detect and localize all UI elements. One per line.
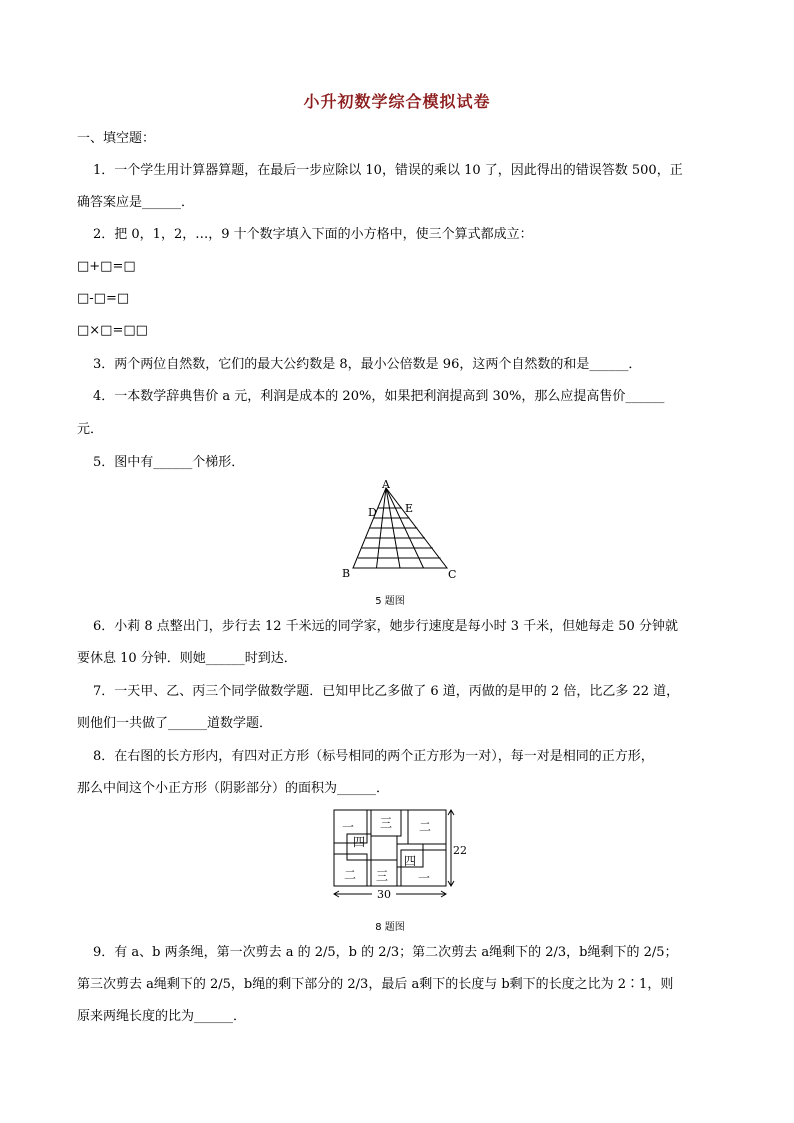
square-label: 三	[376, 869, 389, 883]
question-8-line-2: 那么中间这个小正方形（阴影部分）的面积为______．	[77, 781, 390, 796]
question-6-line-2: 要休息 10 分钟．则她______时到达．	[77, 651, 297, 666]
square-label: 一	[418, 871, 431, 885]
label-e: E	[405, 502, 414, 515]
question-9-line-3: 原来两绳长度的比为______．	[77, 1009, 247, 1024]
question-6-line-1: 6．小莉 8 点整出门，步行去 12 千米远的同学家，她步行速度是每小时 3 千米，但她每走 50 分钟就	[93, 619, 678, 634]
figure-5-caption: 5 题图	[375, 596, 405, 607]
square-label: 一	[342, 820, 355, 834]
label-a: A	[382, 478, 390, 491]
height-label: 22	[453, 844, 467, 857]
square-label: 二	[419, 820, 432, 834]
question-2-equation-3: □×□=□□	[77, 323, 148, 338]
square-label: 四	[404, 854, 417, 868]
square-label: 三	[380, 816, 393, 830]
question-3: 3．两个两位自然数，它们的最大公约数是 8，最小公倍数是 96，这两个自然数的和是______．	[93, 357, 642, 372]
label-b: B	[342, 567, 351, 580]
figure-8-caption: 8 题图	[375, 922, 405, 933]
label-d: D	[368, 506, 377, 519]
question-4-line-2: 元．	[77, 422, 104, 437]
width-label: 30	[377, 888, 391, 901]
question-5: 5．图中有______个梯形．	[93, 455, 245, 470]
label-c: C	[448, 568, 457, 581]
square-label: 二	[344, 868, 357, 882]
question-7-line-1: 7．一天甲、乙、丙三个同学做数学题．已知甲比乙多做了 6 道，丙做的是甲的 2 倍，比乙多 22 道，	[93, 684, 680, 699]
question-9-line-1: 9．有 a、b 两条绳，第一次剪去 a 的 2/5，b 的 2/3；第二次剪去 a绳剩下的 2/3，b绳剩下的 2/5；	[93, 945, 678, 960]
question-9-line-2: 第三次剪去 a绳剩下的 2/5，b绳的剩下部分的 2/3，最后 a剩下的长度与 b剩下的长度之比为 2∶1，则	[77, 977, 674, 992]
figure-5-triangle	[335, 478, 465, 582]
question-7-line-2: 则他们一共做了______道数学题．	[77, 716, 273, 731]
question-8-line-1: 8．在右图的长方形内，有四对正方形（标号相同的两个正方形为一对），每一对是相同的正方形，	[93, 749, 654, 764]
question-4-line-1: 4．一本数学辞典售价 a 元，利润是成本的 20%，如果把利润提高到 30%，那么应提高售价______	[93, 389, 665, 404]
square-label: 四	[353, 835, 366, 849]
section-heading: 一、填空题：	[77, 131, 156, 146]
question-2-intro: 2．把 0，1，2，…，9 十个数字填入下面的小方格中，使三个算式都成立：	[93, 227, 533, 242]
question-1-line-1: 1．一个学生用计算器算题，在最后一步应除以 10，错误的乘以 10 了，因此得出的错误答数 500，正	[93, 163, 683, 178]
question-1-line-2: 确答案应是______．	[77, 195, 195, 210]
page-title: 小升初数学综合模拟试卷	[303, 92, 491, 111]
question-2-equation-2: □-□=□	[77, 291, 130, 306]
shaded-center-square	[371, 836, 397, 860]
question-2-equation-1: □+□=□	[77, 259, 136, 274]
figure-8-rectangle	[328, 804, 468, 910]
